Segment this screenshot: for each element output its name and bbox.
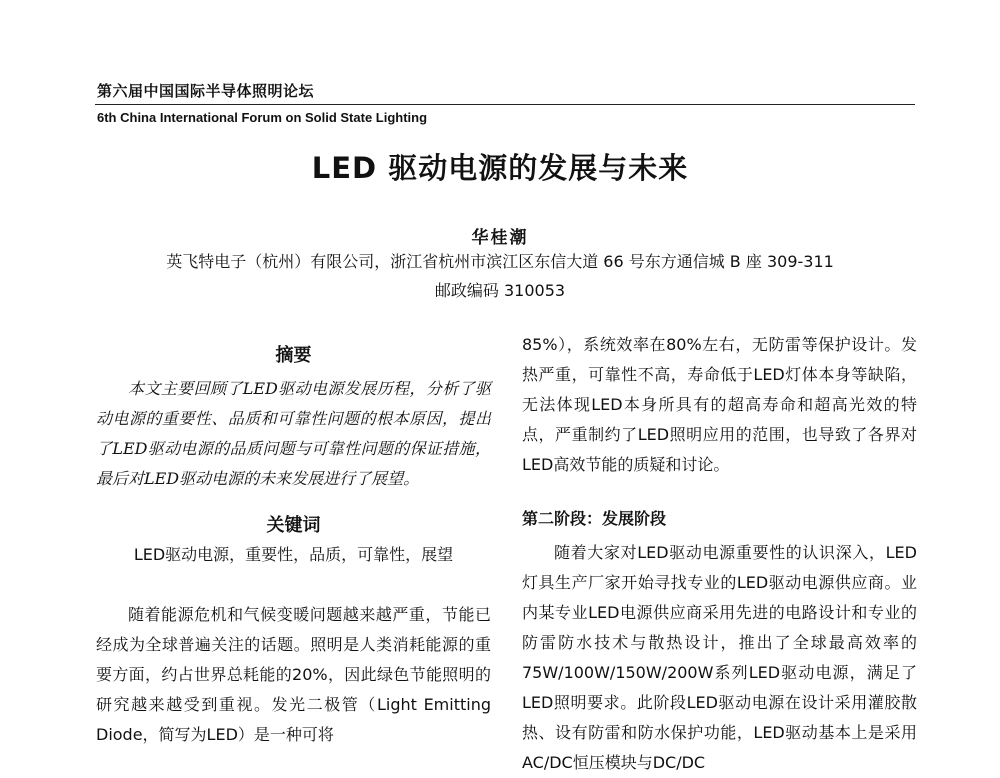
right-column (522, 330, 917, 778)
left-column (96, 342, 491, 750)
conference-name-cn: 第六届中国国际半导体照明论坛 (97, 82, 315, 100)
paper-title: LED 驱动电源的发展与未来 (311, 151, 689, 185)
abstract-heading: 摘要 (275, 345, 312, 366)
stage2-heading: 第二阶段：发展阶段 (522, 509, 667, 528)
abstract-text: 本文主要回顾了LED驱动电源发展历程，分析了驱动电源的重要性、品质和可靠性问题的根本原因，提出了LED驱动电源的品质问题与可靠性问题的保证措施，最后对LED驱动电源的未来发展进行了展望。 (96, 379, 491, 488)
keywords-text: LED驱动电源，重要性，品质，可靠性，展望 (133, 545, 454, 564)
header-rule (95, 104, 915, 105)
postal-code: 邮政编码 310053 (434, 281, 566, 300)
intro-paragraph: 随着能源危机和气候变暖问题越来越严重，节能已经成为全球普遍关注的话题。照明是人类消耗能源的重要方面，约占世界总耗能的20%，因此绿色节能照明的研究越来越受到重视。发光二极管（Light Emitting Diode，简写为LED）是一种可将 (96, 605, 491, 744)
stage1-continued-paragraph: 85%），系统效率在80%左右，无防雷等保护设计。发热严重，可靠性不高，寿命低于LED灯体本身等缺陷，无法体现LED本身所具有的超高寿命和超高光效的特点，严重制约了LED照明应用的范围，也导致了各界对LED高效节能的质疑和讨论。 (522, 335, 917, 474)
conference-name-en: 6th China International Forum on Solid State Lighting (97, 110, 428, 125)
author-name: 华桂潮 (471, 228, 529, 248)
author-affiliation: 英飞特电子（杭州）有限公司，浙江省杭州市滨江区东信大道 66 号东方通信城 B 座 309-311 (166, 252, 834, 271)
stage2-paragraph: 随着大家对LED驱动电源重要性的认识深入，LED灯具生产厂家开始寻找专业的LED驱动电源供应商。业内某专业LED电源供应商采用先进的电路设计和专业的防雷防水技术与散热设计，推出了全球最高效率的75W/100W/150W/200W系列LED驱动电源，满足了LED照明要求。此阶段LED驱动电源在设计采用灌胶散热、设有防雷和防水保护功能，LED驱动基本上是采用AC/DC恒压模块与DC/DC (522, 543, 917, 772)
keywords-heading: 关键词 (266, 515, 321, 536)
